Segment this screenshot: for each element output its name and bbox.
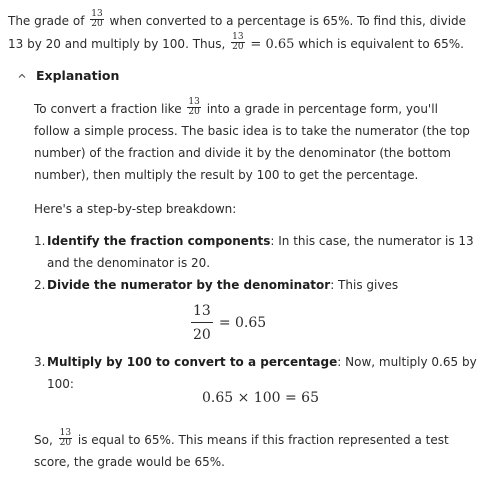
step-text: : Now, multiply 0.65 by 100:: [47, 355, 477, 391]
intro-fraction: [90, 10, 103, 29]
conclusion-text-a: So,: [34, 433, 53, 447]
fraction-denominator: 20: [232, 42, 244, 52]
fraction-denominator: 20: [59, 438, 72, 448]
conclusion-fraction: [59, 429, 72, 448]
fraction-numerator: 13: [191, 303, 213, 323]
display-equation-2: 0.65 × 100 = 65: [202, 390, 319, 406]
list-item: [34, 274, 479, 296]
step-number: 2.: [34, 278, 46, 292]
explanation-toggle[interactable]: [17, 68, 119, 83]
step-number: 3.: [34, 355, 46, 369]
fraction-numerator: 13: [91, 9, 103, 19]
step-text: : In this case, the numerator is 13 and the denominator is 20.: [47, 234, 474, 270]
step-text: : This gives: [330, 278, 399, 292]
list-item: [34, 230, 479, 274]
intro-equation: = 0.65: [250, 37, 295, 52]
explanation-title: Explanation: [36, 68, 120, 83]
p1-fraction: [187, 98, 200, 117]
intro-paragraph: [8, 10, 474, 56]
display-fraction: [191, 303, 213, 343]
explanation-body: [34, 97, 477, 469]
intro-text-2: when converted to a percentage is 65%. To find this, divide 13 by 20 and multiply by 100. Thus,: [8, 14, 467, 51]
fraction-numerator: 13: [232, 32, 244, 42]
fraction-numerator: 13: [59, 428, 72, 438]
fraction-denominator: 20: [188, 107, 200, 117]
p1-text-b: into a grade in percentage form, you'll follow a simple process. The basic idea is to take the numerator (the top number) of the fraction and divide it by the denominator (the bottom number), then multiply the result by 100 to get the percentage.: [34, 102, 470, 182]
conclusion-text-b: is equal to 65%. This means if this fraction represented a test score, the grade would be 65%.: [34, 433, 449, 469]
chevron-up-icon: [17, 71, 27, 81]
step-number: 1.: [34, 234, 46, 248]
step-heading: Divide the numerator by the denominator: [47, 278, 331, 292]
explanation-paragraph-1: [34, 98, 470, 186]
p1-text-a: To convert a fraction like: [34, 102, 182, 116]
explanation-paragraph-2: Here's a step-by-step breakdown:: [34, 202, 237, 216]
step-heading: Identify the fraction components: [47, 234, 271, 248]
conclusion-paragraph: [34, 429, 470, 473]
intro-text-3: which is equivalent to 65%.: [298, 37, 464, 51]
display-equation-1: [191, 303, 266, 343]
intro-text-1: The grade of: [8, 14, 85, 28]
fraction-numerator: 13: [188, 97, 200, 107]
fraction-denominator: 20: [91, 19, 103, 29]
intro-fraction-2: [231, 33, 244, 52]
step-heading: Multiply by 100 to convert to a percentage: [47, 355, 338, 369]
display-equation-rhs: = 0.65: [218, 315, 267, 331]
fraction-denominator: 20: [193, 327, 211, 343]
